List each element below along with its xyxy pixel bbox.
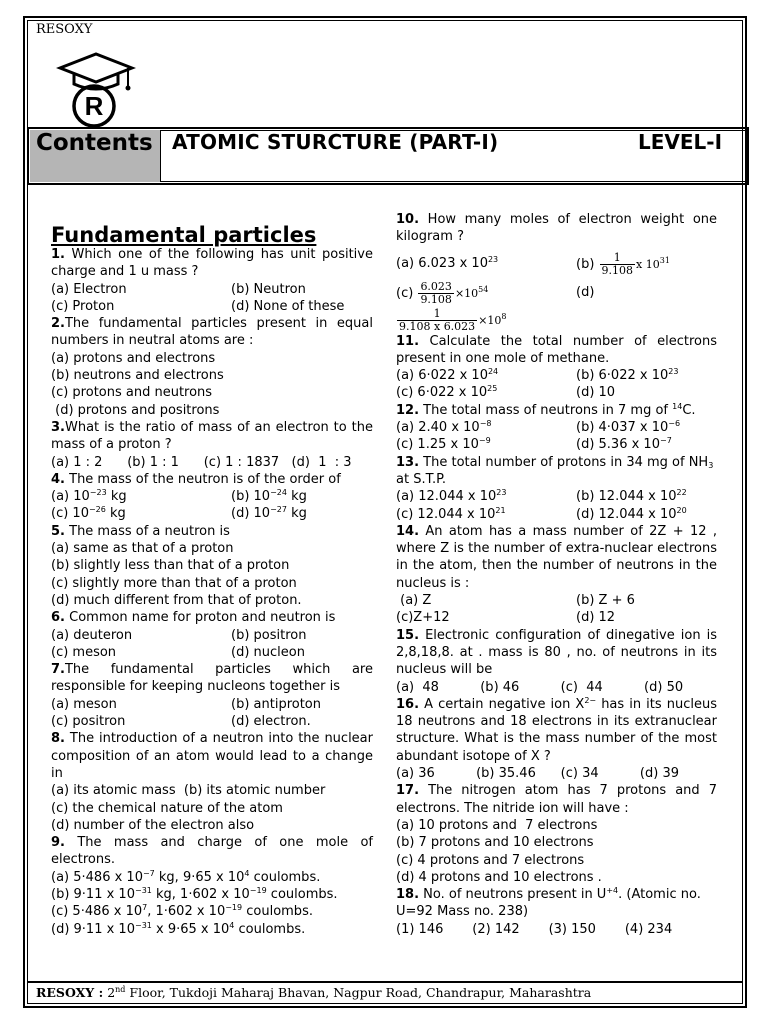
q10-options-row2: (c) $\frac{6.023}{9.108}$ $\times 10^{54}$ (d) — [396, 279, 595, 306]
q2-option-b: (b) neutrons and electrons — [51, 368, 224, 384]
q17-option-b: (b) 7 protons and 10 electrons — [396, 835, 594, 851]
q9-option-d: (d) 9·11 x $10^{-31}$ x 9·65 x $10^4$ coulombs. — [51, 920, 306, 937]
question-7: 7.The fundamental particles which are responsible for keeping nucleons together is — [51, 662, 373, 695]
question-16: 16. A certain negative ion $X^{2-}$ has in its nucleus 18 neutrons and 18 electrons in its extranuclear structure. What is the mass number of the most abundant isotope of X ? — [396, 695, 717, 764]
q12-options-row2: (c) 1.25 x $10^{-9}$ (d) 5.36 x $10^{-7}$ — [396, 436, 672, 453]
q15-options: (a) 48 (b) 46 (c) 44 (d) 50 — [396, 679, 684, 695]
question-15: 15. Electronic configuration of dinegative ion is 2,8,18,8. at . mass is 80 , no. of neutrons in its nucleus will be — [396, 627, 717, 678]
contents-label: Contents — [36, 130, 153, 156]
q6-options-row1: (a) deuteron (b) positron — [51, 627, 307, 643]
question-13: 13. The total number of protons in 34 mg of $NH_3$ at S.T.P. — [396, 454, 714, 487]
q10-option-d-value: $\frac{1}{9.108 x 6.023}$ $\times 10^8$ — [399, 306, 507, 333]
q5-option-a: (a) same as that of a proton — [51, 541, 234, 557]
q14-options-row2: (c)Z+12 (d) 12 — [396, 610, 616, 626]
q6-options-row2: (c) meson (d) nucleon — [51, 644, 305, 660]
q9-option-b: (b) 9·11 x $10^{-31}$ kg, 1·602 x $10^{-19}$ coulombs. — [51, 885, 338, 902]
q10-b-fraction: $\frac{1}{9.108}$ — [601, 250, 634, 277]
brand-name: RESOXY — [36, 22, 93, 37]
question-1: 1. Which one of the following has unit positive charge and 1 u mass ? — [51, 247, 373, 280]
q17-option-c: (c) 4 protons and 7 electrons — [396, 852, 585, 868]
q2-option-c: (c) protons and neutrons — [51, 385, 213, 401]
right-column — [396, 211, 717, 938]
q2-option-d: (d) protons and positrons — [51, 402, 220, 418]
question-5: 5. The mass of a neutron is — [51, 523, 230, 539]
q13-options-row1: (a) 12.044 x $10^{23}$ (b) 12.044 x $10^{22}$ — [396, 488, 687, 505]
chapter-title: ATOMIC STURCTURE (PART-I) — [172, 130, 499, 154]
question-14: 14. An atom has a mass number of 2Z + 12 , where Z is the number of extra-nuclear electrons in the atom, then the number of neutrons in the nucleus is : — [396, 523, 717, 591]
q18-options: (1) 146 (2) 142 (3) 150 (4) 234 — [396, 921, 673, 937]
footer-divider — [27, 981, 743, 983]
q9-option-a: (a) 5·486 x $10^{-7}$ kg, 9·65 x $10^4$ coulombs. — [51, 868, 321, 885]
question-3: 3.What is the ratio of mass of an electron to the mass of a proton ? — [51, 419, 373, 453]
q14-options-row1: (a) Z (b) Z + 6 — [396, 593, 635, 609]
question-10: 10. How many moles of electron weight one kilogram ? — [396, 212, 718, 245]
q1-options-row2: (c) Proton (d) None of these — [51, 298, 345, 314]
q8-option-d: (d) number of the electron also — [51, 817, 255, 833]
question-8: 8. The introduction of a neutron into the nuclear composition of an atom would lead to a change in — [51, 731, 373, 781]
q1-options-row1: (a) Electron (b) Neutron — [51, 281, 306, 297]
question-4: 4. The mass of the neutron is of the order of — [51, 471, 341, 487]
q17-option-d: (d) 4 protons and 10 electrons . — [396, 869, 602, 885]
q5-option-c: (c) slightly more than that of a proton — [51, 575, 297, 591]
question-6: 6. Common name for proton and neutron is — [51, 610, 336, 626]
q7-options-row1: (a) meson (b) antiproton — [51, 696, 321, 712]
question-17: 17. The nitrogen atom has 7 protons and 7 electrons. The nitride ion will have : — [396, 783, 717, 816]
q11-options-row2: (c) 6·022 x $10^{25}$ (d) 10 — [396, 384, 616, 401]
q4-options-row2: (c) $10^{-26}$ kg (d) $10^{-27}$ kg — [51, 505, 307, 522]
graduation-cap-logo-icon — [56, 52, 136, 128]
q10-c-fraction: $\frac{6.023}{9.108}$ — [420, 279, 452, 306]
q5-option-d: (d) much different from that of proton. — [51, 592, 302, 608]
q11-options-row1: (a) 6·022 x $10^{24}$ (b) 6·022 x $10^{23}$ — [396, 367, 679, 384]
q2-option-a: (a) protons and electrons — [51, 350, 216, 366]
level-label: LEVEL-I — [638, 130, 723, 154]
q3-options: (a) 1 : 2 (b) 1 : 1 (c) 1 : 1837 (d) 1 : 3 — [51, 454, 352, 470]
q10-d-fraction: $\frac{1}{9.108 x 6.023}$ — [399, 306, 476, 333]
question-18: 18. No. of neutrons present in $U^{+4}$. (Atomic no. U=92 Mass no. 238) — [396, 886, 701, 920]
q8-option-c: (c) the chemical nature of the atom — [51, 800, 283, 816]
section-heading: Fundamental particles — [51, 223, 317, 247]
q4-options-row1: (a) $10^{-23}$ kg (b) $10^{-24}$ kg — [51, 488, 307, 505]
q17-option-a: (a) 10 protons and 7 electrons — [396, 817, 598, 833]
q5-option-b: (b) slightly less than that of a proton — [51, 558, 290, 574]
q10-options-row1: (a) 6.023 x $10^{23}$ (b) $\frac{1}{9.108}$ x $10^{31}$ — [396, 250, 670, 277]
q7-options-row2: (c) positron (d) electron. — [51, 714, 311, 730]
footer-address: RESOXY : 2nd Floor, Tukdoji Maharaj Bhavan, Nagpur Road, Chandrapur, Maharashtra — [36, 985, 592, 1000]
q16-options: (a) 36 (b) 35.46 (c) 34 (d) 39 — [396, 766, 680, 782]
q9-option-c: (c) 5·486 x $10^7$, 1·602 x $10^{-19}$ coulombs. — [51, 903, 313, 920]
q13-options-row2: (c) 12.044 x $10^{21}$ (d) 12.044 x $10^{20}$ — [396, 505, 687, 522]
question-11: 11. Calculate the total number of electrons present in one mole of methane. — [396, 333, 717, 366]
svg-text:R: R — [84, 91, 104, 121]
q8-option-a: (a) its atomic mass (b) its atomic number — [51, 783, 326, 799]
question-2: 2.The fundamental particles present in equal numbers in neutral atoms are : — [51, 316, 373, 349]
left-column — [51, 246, 373, 938]
q12-options-row1: (a) 2.40 x $10^{-8}$ (b) 4·037 x $10^{-6}$ — [396, 419, 681, 436]
question-12: 12. The total mass of neutrons in 7 mg of $^{14}$C. — [396, 401, 696, 418]
question-9: 9. The mass and charge of one mole of electrons. — [51, 835, 373, 868]
